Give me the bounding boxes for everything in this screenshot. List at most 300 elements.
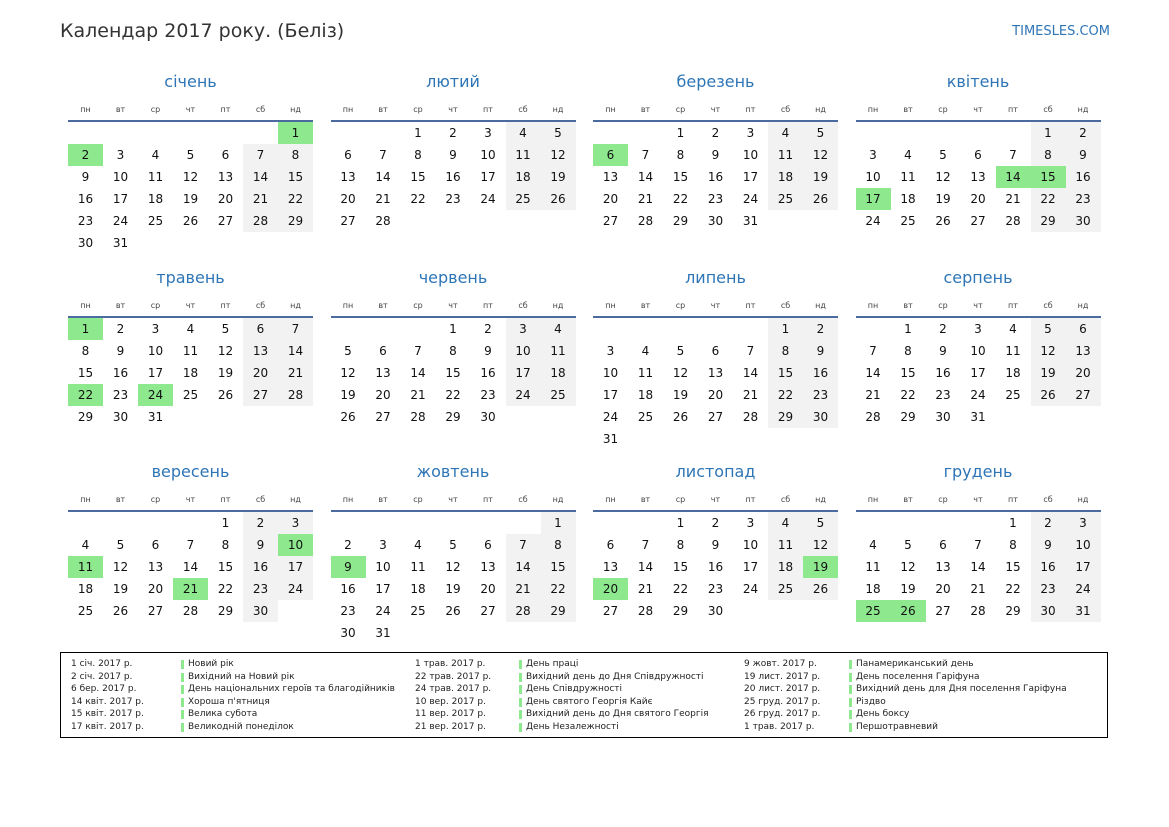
weekday-header bbox=[331, 495, 576, 507]
day-cell: 12 bbox=[112, 560, 129, 574]
day-cell: 21 bbox=[742, 388, 759, 402]
day-cell: 12 bbox=[935, 170, 951, 184]
day-cell: 6 bbox=[151, 538, 160, 552]
day-cell: 13 bbox=[935, 560, 951, 574]
day-cell: 28 bbox=[375, 214, 391, 228]
day-cell: 30 bbox=[340, 626, 356, 640]
day-cell: 20 bbox=[602, 192, 619, 206]
day-cell: 10 bbox=[865, 170, 881, 184]
day-cell: 17 bbox=[970, 366, 986, 380]
day-cell: 6 bbox=[379, 344, 387, 358]
day-cell: 29 bbox=[768, 406, 803, 428]
day-cell: 19 bbox=[900, 582, 916, 596]
holiday-day-cell: 20 bbox=[593, 578, 628, 600]
day-cell: 10 bbox=[147, 344, 164, 358]
weekday-label: сб bbox=[780, 301, 791, 310]
day-cell: 18 bbox=[77, 582, 94, 596]
month-name: лютий bbox=[426, 72, 480, 91]
day-cell: 5 bbox=[221, 322, 230, 336]
legend-row bbox=[71, 696, 401, 709]
day-cell: 30 bbox=[935, 410, 951, 424]
day-cell: 8 bbox=[81, 344, 90, 358]
weekday-label: вт bbox=[903, 301, 913, 310]
day-cell: 25 bbox=[506, 188, 541, 210]
day-cell: 16 bbox=[1066, 166, 1101, 188]
legend-row bbox=[744, 671, 1074, 684]
holiday-day-cell: 24 bbox=[138, 384, 173, 406]
weekday-label: сб bbox=[1043, 301, 1053, 310]
day-cell: 20 bbox=[243, 362, 278, 384]
day-cell: 4 bbox=[641, 344, 650, 358]
day-cell: 5 bbox=[186, 148, 195, 162]
legend-marker bbox=[181, 723, 184, 732]
weekday-label: пт bbox=[483, 495, 493, 504]
weekday-label: пн bbox=[605, 495, 616, 504]
day-cell: 20 bbox=[970, 192, 986, 206]
day-cell: 18 bbox=[182, 366, 199, 380]
day-cell: 10 bbox=[480, 148, 496, 162]
weekday-label: вт bbox=[903, 105, 913, 114]
day-cell: 24 bbox=[506, 384, 541, 406]
month-name: березень bbox=[676, 72, 755, 91]
day-cell: 17 bbox=[742, 560, 759, 574]
weekday-label: чт bbox=[448, 301, 458, 310]
day-cell: 16 bbox=[1031, 556, 1066, 578]
legend-row bbox=[415, 658, 745, 671]
day-cell: 29 bbox=[278, 210, 313, 232]
day-cell: 7 bbox=[186, 538, 195, 552]
weekday-label: пт bbox=[745, 301, 756, 310]
day-cell: 14 bbox=[278, 340, 313, 362]
weekday-label: сб bbox=[780, 495, 791, 504]
weekday-label: нд bbox=[1077, 301, 1089, 310]
day-cell: 7 bbox=[641, 148, 650, 162]
day-cell: 19 bbox=[1031, 362, 1066, 384]
day-cell: 22 bbox=[672, 582, 689, 596]
weekday-header bbox=[331, 301, 576, 313]
weekday-label: ср bbox=[938, 105, 948, 114]
day-cell: 31 bbox=[742, 214, 759, 228]
day-cell: 7 bbox=[746, 344, 755, 358]
weekday-label: пн bbox=[867, 105, 879, 114]
legend-marker bbox=[849, 673, 852, 682]
day-cell: 30 bbox=[77, 236, 94, 250]
month-name: вересень bbox=[151, 462, 230, 481]
day-cell: 24 bbox=[112, 214, 129, 228]
legend-holiday-name: Вихідний день для Дня поселення Гаріфуна bbox=[856, 684, 1067, 695]
holiday-day-cell: 21 bbox=[173, 578, 208, 600]
legend-row bbox=[71, 708, 401, 721]
day-cell: 16 bbox=[340, 582, 356, 596]
day-cell: 3 bbox=[116, 148, 125, 162]
weekday-label: вт bbox=[115, 301, 126, 310]
weekday-label: сб bbox=[255, 495, 266, 504]
day-cell: 8 bbox=[414, 148, 422, 162]
day-cell: 11 bbox=[768, 534, 803, 556]
legend-row bbox=[71, 721, 401, 734]
day-cell: 28 bbox=[637, 604, 654, 618]
day-cell: 23 bbox=[340, 604, 356, 618]
weekday-label: нд bbox=[552, 495, 564, 504]
month-name: листопад bbox=[675, 462, 756, 481]
day-cell: 14 bbox=[243, 166, 278, 188]
legend-marker bbox=[849, 698, 852, 707]
day-cell: 18 bbox=[768, 166, 803, 188]
weekday-label: вт bbox=[115, 495, 126, 504]
day-cell: 10 bbox=[506, 340, 541, 362]
month-divider bbox=[331, 510, 576, 512]
day-cell: 20 bbox=[340, 192, 356, 206]
day-cell: 5 bbox=[803, 122, 838, 144]
day-cell: 22 bbox=[445, 388, 461, 402]
day-cell: 30 bbox=[1066, 210, 1101, 232]
page-title: Календар 2017 року. (Беліз) bbox=[60, 20, 345, 42]
day-cell: 16 bbox=[77, 192, 94, 206]
weekday-label: пт bbox=[1008, 495, 1018, 504]
day-cell: 20 bbox=[935, 582, 951, 596]
day-cell: 15 bbox=[1005, 560, 1021, 574]
day-cell: 4 bbox=[186, 322, 195, 336]
day-cell: 12 bbox=[541, 144, 576, 166]
day-cell: 28 bbox=[742, 410, 759, 424]
day-cell: 24 bbox=[1066, 578, 1101, 600]
weekday-label: чт bbox=[185, 301, 196, 310]
day-cell: 10 bbox=[970, 344, 986, 358]
weekday-header bbox=[593, 105, 838, 117]
legend-holiday-name: Вихідний день до Дня святого Георгія bbox=[526, 709, 709, 720]
day-cell: 26 bbox=[445, 604, 461, 618]
day-cell: 27 bbox=[480, 604, 496, 618]
weekday-label: чт bbox=[710, 105, 721, 114]
day-cell: 31 bbox=[147, 410, 164, 424]
day-cell: 6 bbox=[344, 148, 352, 162]
day-cell: 10 bbox=[742, 148, 759, 162]
month-name: липень bbox=[685, 268, 746, 287]
legend-holiday-name: День Співдружності bbox=[526, 684, 623, 695]
day-cell: 22 bbox=[900, 388, 916, 402]
weekday-header bbox=[593, 495, 838, 507]
day-cell: 6 bbox=[243, 318, 278, 340]
month-name: січень bbox=[164, 72, 217, 91]
day-cell: 20 bbox=[375, 388, 391, 402]
day-cell: 26 bbox=[217, 388, 234, 402]
day-cell: 21 bbox=[278, 362, 313, 384]
legend-marker bbox=[519, 673, 522, 682]
day-cell: 15 bbox=[672, 560, 689, 574]
day-cell: 3 bbox=[151, 322, 160, 336]
legend-row bbox=[71, 671, 401, 684]
day-cell: 18 bbox=[865, 582, 881, 596]
day-cell: 2 bbox=[711, 126, 720, 140]
day-cell: 6 bbox=[606, 538, 615, 552]
weekday-label: вт bbox=[640, 301, 651, 310]
day-cell: 17 bbox=[506, 362, 541, 384]
day-cell: 11 bbox=[900, 170, 916, 184]
day-cell: 25 bbox=[541, 384, 576, 406]
holiday-day-cell: 1 bbox=[68, 318, 103, 340]
weekday-label: ср bbox=[675, 105, 686, 114]
day-cell: 6 bbox=[711, 344, 720, 358]
day-cell: 23 bbox=[77, 214, 94, 228]
day-cell: 18 bbox=[410, 582, 426, 596]
weekday-label: сб bbox=[518, 301, 528, 310]
legend-column bbox=[71, 658, 401, 734]
weekday-label: пн bbox=[867, 301, 879, 310]
weekday-label: пн bbox=[80, 495, 91, 504]
day-cell: 25 bbox=[77, 604, 94, 618]
day-cell: 18 bbox=[1005, 366, 1021, 380]
weekday-label: нд bbox=[815, 105, 826, 114]
day-cell: 11 bbox=[541, 340, 576, 362]
day-cell: 13 bbox=[217, 170, 234, 184]
day-cell: 21 bbox=[375, 192, 391, 206]
weekday-label: сб bbox=[518, 105, 528, 114]
day-cell: 5 bbox=[803, 512, 838, 534]
weekday-label: вт bbox=[115, 105, 126, 114]
day-cell: 26 bbox=[803, 578, 838, 600]
holiday-legend bbox=[60, 652, 1108, 738]
day-cell: 17 bbox=[375, 582, 391, 596]
day-cell: 27 bbox=[375, 410, 391, 424]
site-link[interactable]: TIMESLES.COM bbox=[1012, 24, 1110, 39]
day-cell: 22 bbox=[672, 192, 689, 206]
day-cell: 8 bbox=[768, 340, 803, 362]
holiday-day-cell: 11 bbox=[68, 556, 103, 578]
day-cell: 16 bbox=[707, 170, 724, 184]
legend-marker bbox=[181, 698, 184, 707]
legend-marker bbox=[181, 710, 184, 719]
weekday-label: пн bbox=[867, 495, 879, 504]
holiday-day-cell: 25 bbox=[856, 600, 891, 622]
legend-holiday-name: Новий рік bbox=[188, 659, 234, 669]
day-cell: 29 bbox=[900, 410, 916, 424]
weekday-label: вт bbox=[640, 105, 651, 114]
day-cell: 25 bbox=[147, 214, 164, 228]
day-cell: 17 bbox=[1066, 556, 1101, 578]
day-cell: 28 bbox=[865, 410, 881, 424]
day-cell: 19 bbox=[217, 366, 234, 380]
weekday-label: ср bbox=[413, 105, 423, 114]
day-cell: 25 bbox=[1005, 388, 1021, 402]
day-cell: 12 bbox=[340, 366, 356, 380]
day-cell: 1 bbox=[541, 512, 576, 534]
day-cell: 15 bbox=[541, 556, 576, 578]
day-cell: 21 bbox=[970, 582, 986, 596]
day-cell: 28 bbox=[278, 384, 313, 406]
weekday-label: чт bbox=[973, 495, 983, 504]
legend-row bbox=[744, 708, 1074, 721]
legend-holiday-name: Різдво bbox=[856, 696, 886, 707]
weekday-label: пн bbox=[605, 105, 616, 114]
day-cell: 11 bbox=[182, 344, 199, 358]
day-cell: 11 bbox=[410, 560, 426, 574]
day-cell: 19 bbox=[541, 166, 576, 188]
legend-row bbox=[744, 683, 1074, 696]
day-cell: 16 bbox=[707, 560, 724, 574]
legend-marker bbox=[519, 660, 522, 669]
day-cell: 25 bbox=[900, 214, 916, 228]
day-cell: 19 bbox=[445, 582, 461, 596]
month-divider bbox=[68, 120, 313, 122]
day-cell: 6 bbox=[939, 538, 947, 552]
day-cell: 27 bbox=[1066, 384, 1101, 406]
day-cell: 11 bbox=[506, 144, 541, 166]
day-cell: 8 bbox=[676, 148, 685, 162]
day-cell: 1 bbox=[1009, 516, 1017, 530]
legend-date: 19 лист. 2017 р. bbox=[744, 671, 821, 682]
day-cell: 23 bbox=[707, 192, 724, 206]
day-cell: 30 bbox=[480, 410, 496, 424]
day-cell: 2 bbox=[711, 516, 720, 530]
day-cell: 27 bbox=[935, 604, 951, 618]
day-cell: 4 bbox=[904, 148, 912, 162]
day-cell: 7 bbox=[1009, 148, 1017, 162]
weekday-label: сб bbox=[255, 301, 266, 310]
day-cell: 31 bbox=[112, 236, 129, 250]
day-cell: 13 bbox=[375, 366, 391, 380]
legend-holiday-name: День поселення Гаріфуна bbox=[856, 671, 980, 682]
legend-holiday-name: День Незалежності bbox=[526, 721, 619, 732]
day-cell: 29 bbox=[541, 600, 576, 622]
weekday-label: чт bbox=[710, 495, 721, 504]
day-cell: 24 bbox=[970, 388, 986, 402]
day-cell: 12 bbox=[803, 144, 838, 166]
legend-row bbox=[744, 696, 1074, 709]
day-cell: 9 bbox=[484, 344, 492, 358]
day-cell: 26 bbox=[672, 410, 689, 424]
weekday-label: вт bbox=[378, 105, 388, 114]
day-cell: 18 bbox=[637, 388, 654, 402]
holiday-day-cell: 2 bbox=[68, 144, 103, 166]
day-cell: 4 bbox=[506, 122, 541, 144]
weekday-label: пт bbox=[1008, 301, 1018, 310]
day-cell: 12 bbox=[182, 170, 199, 184]
day-cell: 11 bbox=[865, 560, 881, 574]
day-cell: 27 bbox=[707, 410, 724, 424]
weekday-label: сб bbox=[255, 105, 266, 114]
weekday-label: ср bbox=[413, 301, 423, 310]
weekday-label: ср bbox=[938, 301, 948, 310]
weekday-label: нд bbox=[552, 301, 564, 310]
day-cell: 18 bbox=[506, 166, 541, 188]
legend-date: 2 січ. 2017 р. bbox=[71, 671, 133, 682]
day-cell: 9 bbox=[116, 344, 125, 358]
day-cell: 18 bbox=[900, 192, 916, 206]
day-cell: 13 bbox=[340, 170, 356, 184]
legend-marker bbox=[849, 685, 852, 694]
day-cell: 13 bbox=[1066, 340, 1101, 362]
day-cell: 15 bbox=[672, 170, 689, 184]
weekday-label: нд bbox=[815, 301, 826, 310]
day-cell: 5 bbox=[116, 538, 125, 552]
weekday-label: нд bbox=[815, 495, 826, 504]
legend-date: 1 січ. 2017 р. bbox=[71, 659, 133, 669]
day-cell: 1 bbox=[221, 516, 230, 530]
day-cell: 4 bbox=[151, 148, 160, 162]
day-cell: 16 bbox=[803, 362, 838, 384]
day-cell: 23 bbox=[445, 192, 461, 206]
weekday-label: нд bbox=[552, 105, 564, 114]
legend-row bbox=[744, 721, 1074, 734]
weekday-header bbox=[856, 105, 1101, 117]
day-cell: 2 bbox=[243, 512, 278, 534]
day-cell: 17 bbox=[480, 170, 496, 184]
legend-holiday-name: День національних героїв та благодійників bbox=[188, 684, 395, 695]
day-cell: 23 bbox=[112, 388, 129, 402]
day-cell: 11 bbox=[1005, 344, 1021, 358]
day-cell: 1 bbox=[904, 322, 912, 336]
day-cell: 4 bbox=[869, 538, 877, 552]
legend-date: 1 трав. 2017 р. bbox=[744, 721, 815, 732]
holiday-day-cell: 26 bbox=[891, 600, 926, 622]
day-cell: 3 bbox=[606, 344, 615, 358]
day-cell: 29 bbox=[77, 410, 94, 424]
legend-row bbox=[71, 683, 401, 696]
day-cell: 3 bbox=[1066, 512, 1101, 534]
day-cell: 13 bbox=[602, 560, 619, 574]
weekday-label: пн bbox=[342, 495, 354, 504]
day-cell: 10 bbox=[1066, 534, 1101, 556]
day-cell: 6 bbox=[484, 538, 492, 552]
day-cell: 14 bbox=[865, 366, 881, 380]
day-cell: 24 bbox=[278, 578, 313, 600]
day-cell: 30 bbox=[112, 410, 129, 424]
day-cell: 13 bbox=[147, 560, 164, 574]
day-cell: 16 bbox=[445, 170, 461, 184]
day-cell: 19 bbox=[340, 388, 356, 402]
legend-marker bbox=[519, 723, 522, 732]
holiday-day-cell: 19 bbox=[803, 556, 838, 578]
day-cell: 13 bbox=[970, 170, 986, 184]
legend-date: 15 квіт. 2017 р. bbox=[71, 709, 144, 720]
day-cell: 30 bbox=[707, 214, 724, 228]
day-cell: 8 bbox=[1031, 144, 1066, 166]
day-cell: 5 bbox=[939, 148, 947, 162]
day-cell: 25 bbox=[768, 188, 803, 210]
day-cell: 20 bbox=[147, 582, 164, 596]
weekday-label: вт bbox=[640, 495, 651, 504]
day-cell: 9 bbox=[243, 534, 278, 556]
day-cell: 1 bbox=[768, 318, 803, 340]
day-cell: 14 bbox=[506, 556, 541, 578]
day-cell: 23 bbox=[803, 384, 838, 406]
weekday-label: пт bbox=[745, 105, 756, 114]
weekday-label: чт bbox=[973, 105, 983, 114]
day-cell: 23 bbox=[1031, 578, 1066, 600]
day-cell: 16 bbox=[112, 366, 129, 380]
weekday-label: нд bbox=[290, 495, 301, 504]
day-cell: 29 bbox=[1031, 210, 1066, 232]
weekday-header bbox=[593, 301, 838, 313]
day-cell: 3 bbox=[379, 538, 387, 552]
day-cell: 6 bbox=[974, 148, 982, 162]
weekday-label: вт bbox=[903, 495, 913, 504]
day-cell: 9 bbox=[939, 344, 947, 358]
weekday-label: пн bbox=[342, 301, 354, 310]
day-cell: 14 bbox=[182, 560, 199, 574]
day-cell: 27 bbox=[602, 214, 619, 228]
legend-date: 24 трав. 2017 р. bbox=[415, 684, 492, 695]
day-cell: 6 bbox=[221, 148, 230, 162]
weekday-label: ср bbox=[150, 301, 161, 310]
day-cell: 21 bbox=[410, 388, 426, 402]
day-cell: 3 bbox=[506, 318, 541, 340]
day-cell: 4 bbox=[1009, 322, 1017, 336]
day-cell: 15 bbox=[410, 170, 426, 184]
day-cell: 28 bbox=[410, 410, 426, 424]
weekday-label: ср bbox=[150, 495, 161, 504]
day-cell: 26 bbox=[935, 214, 951, 228]
